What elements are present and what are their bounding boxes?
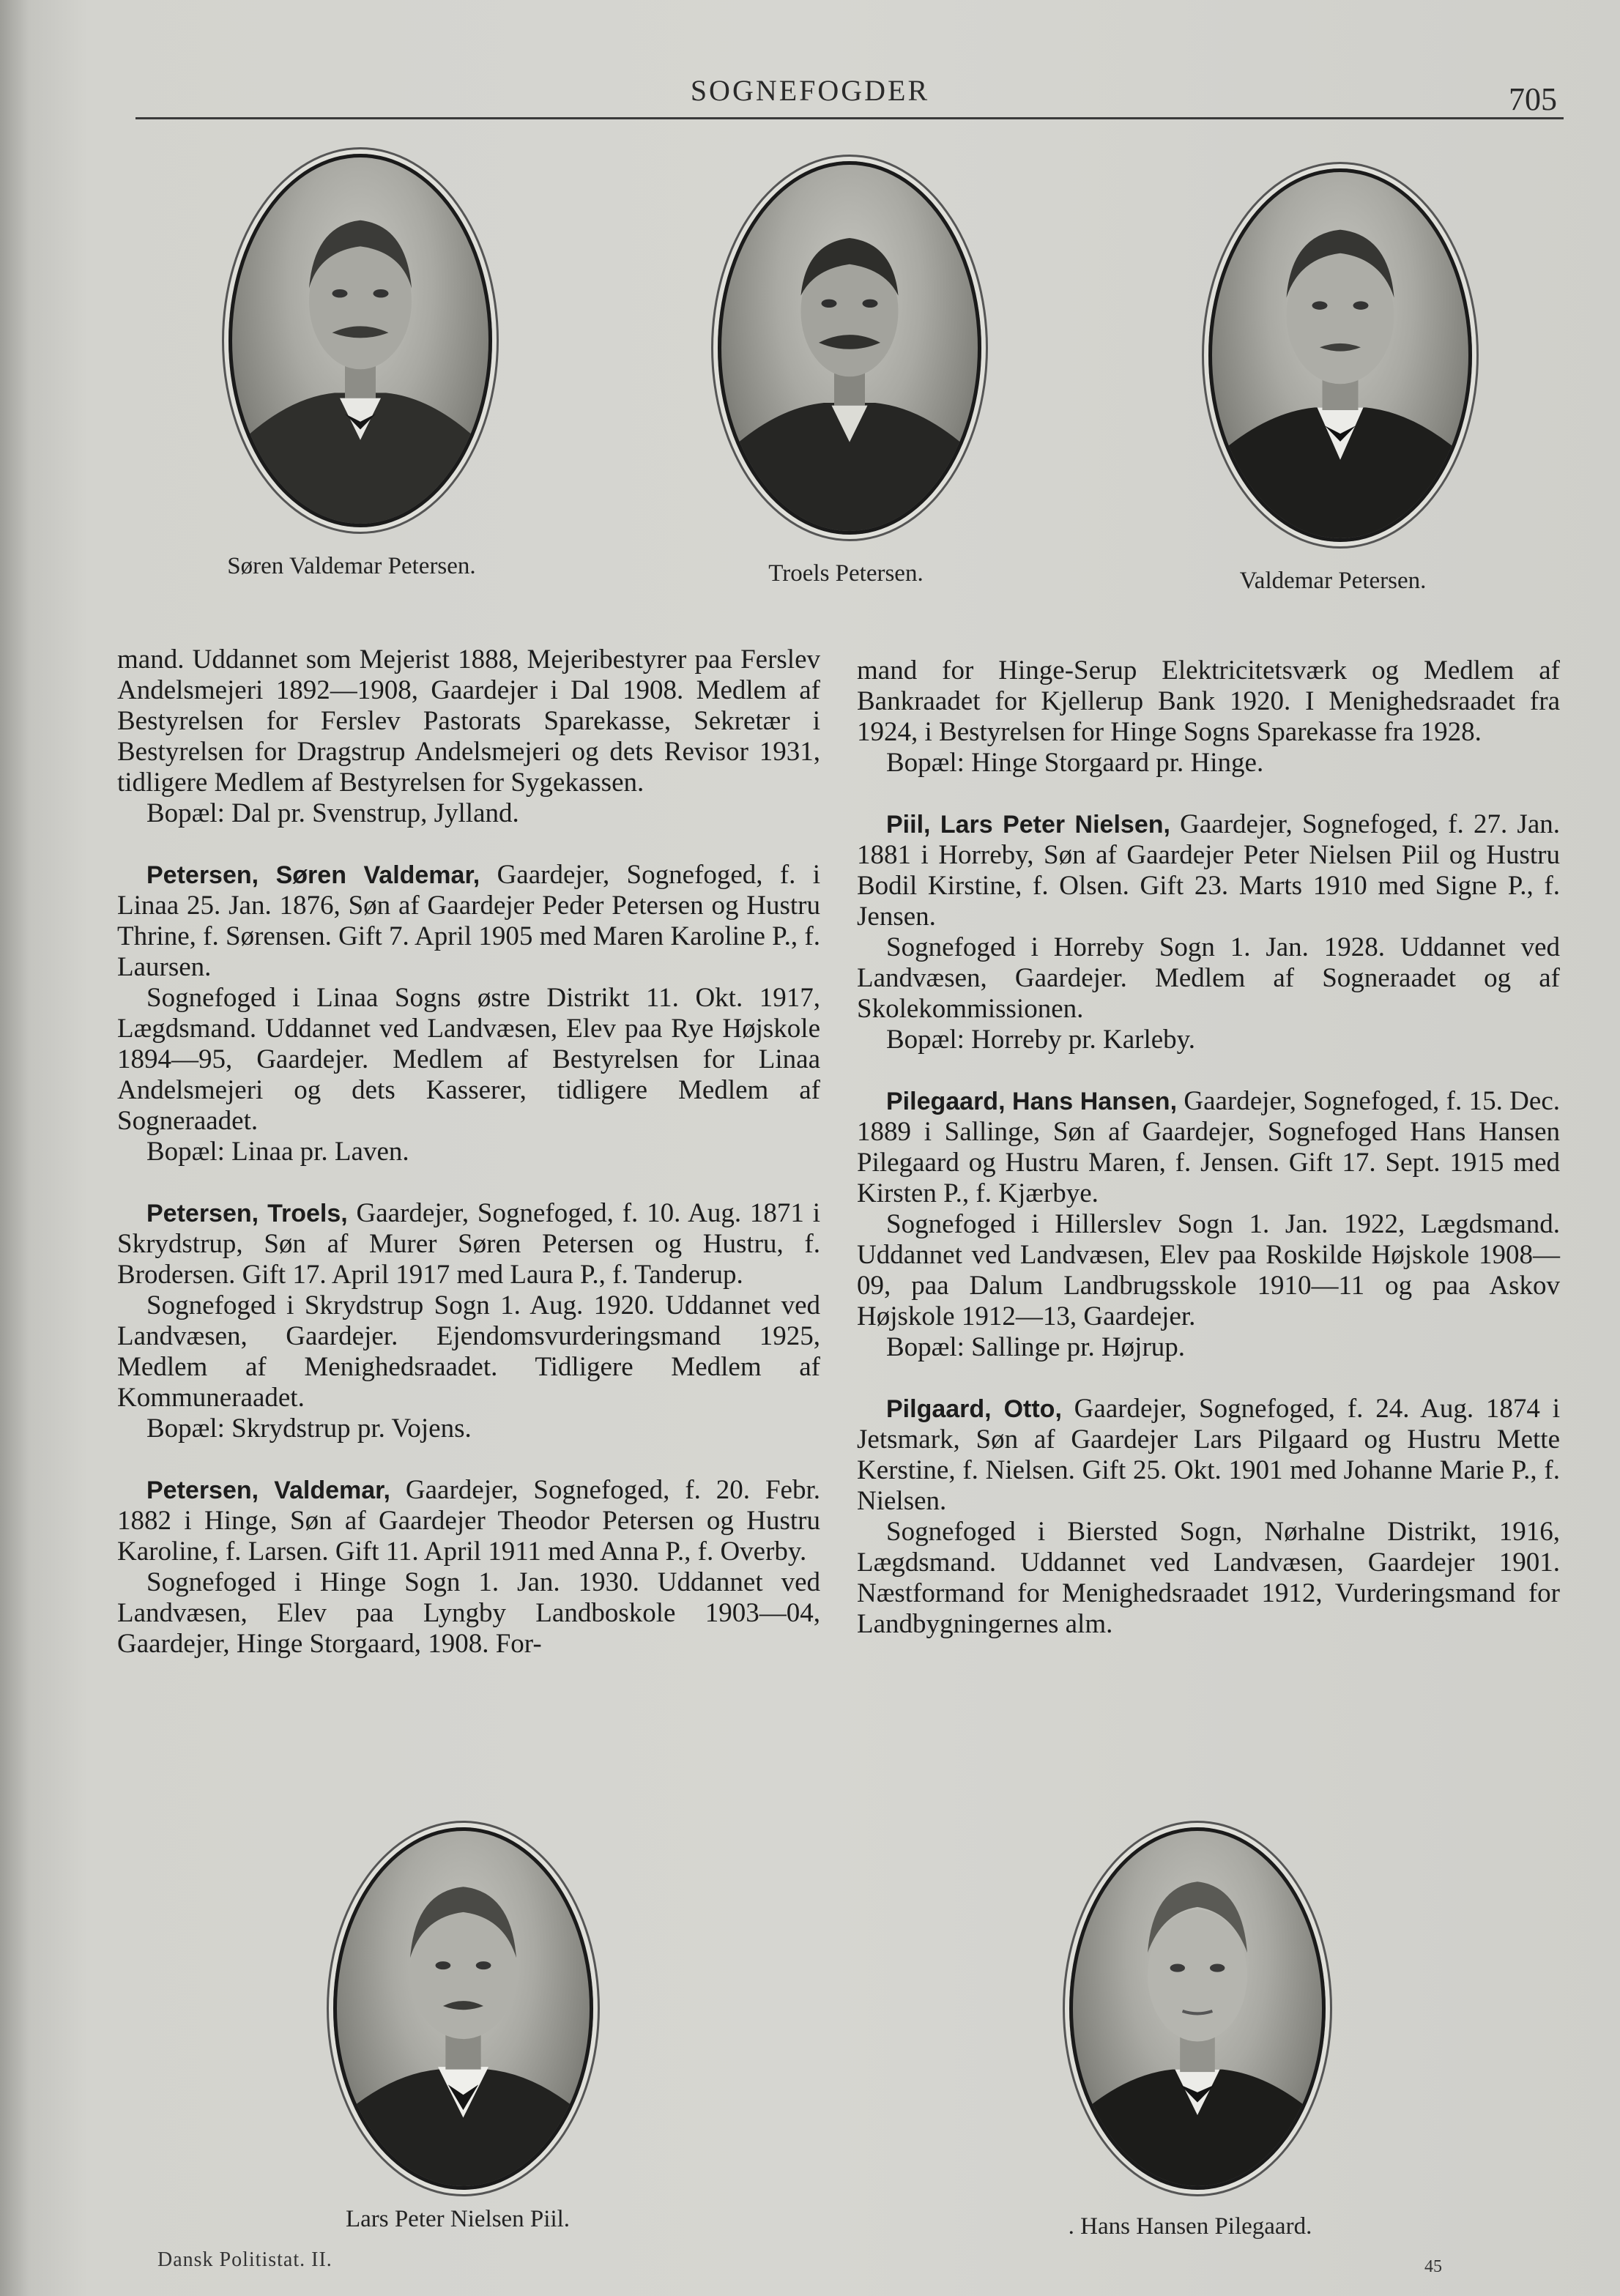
entry-intro: Gaardejer, Sognefoged, f. 24. Aug. 1874 i Jetsmark, Søn af Gaardejer Lars Pilgaard og Hustru Mette Kerstine, f. Nielsen. Gift 25. Okt. 1901 med Johanne Marie P., f. Nielsen. [857,1394,1560,1516]
entry-intro: Gaardejer, Sognefoged, f. i Linaa 25. Jan. 1876, Søn af Gaardejer Peder Petersen og Hustru Thrine, f. Sørensen. Gift 7. April 1905 med Maren Karoline P., f. Laursen. [117,860,821,982]
portrait-caption: Søren Valdemar Petersen. [227,553,476,579]
portrait-figure-icon [1212,172,1468,538]
biography-entry [857,809,1560,932]
portrait-caption: Valdemar Petersen. [1239,568,1427,594]
entry-name: Petersen, Valdemar, [146,1476,390,1504]
residence-line: Bopæl: Sallinge pr. Højrup. [886,1332,1186,1362]
left-text-column [117,644,820,1660]
entry-intro: Gaardejer, Sognefoged, f. 15. Dec. 1889 i Sallinge, Søn af Gaardejer, Sognefoged Hans Hansen Pilegaard og Hustru Maren, f. Jensen. Gift 17. Sept. 1915 med Kirsten P., f. Kjærbye. [857,1086,1560,1208]
continued-paragraph: mand for Hinge-Serup Elektricitetsværk og Medlem af Bankraadet for Kjellerup Bank 1920. I Menighedsraadet fra 1924, i Bestyrelsen for Hinge Sogns Sparekasse fra 1928. [857,655,1560,747]
portrait-figure-icon [1073,1831,1322,2186]
footer-signature-number: 45 [1424,2257,1442,2276]
portrait-photo-hans-hansen-pilegaard [1069,1827,1326,2190]
entry-body: Sognefoged i Hillerslev Sogn 1. Jan. 1922, Lægdsmand. Uddannet ved Landvæsen, Elev paa Roskilde Højskole 1908—09, paa Dalum Landbrugsskole 1910—11 og paa Askov Højskole 1912—13, Gaardejer. [857,1209,1560,1331]
portrait-photo-lars-peter-nielsen-piil [333,1827,593,2190]
biography-entry [857,1394,1560,1517]
header-rule [135,117,1564,119]
entry-name: Petersen, Søren Valdemar, [146,861,480,889]
portrait-caption: . Hans Hansen Pilegaard. [1068,2213,1312,2240]
portrait-photo-valdemar-petersen [1208,168,1472,542]
entry-body: Sognefoged i Horreby Sogn 1. Jan. 1928. Uddannet ved Landvæsen, Gaardejer. Medlem af Sogneraadet og af Skolekommissionen. [857,932,1560,1024]
entry-name: Pilegaard, Hans Hansen, [886,1088,1178,1115]
running-header: SOGNEFOGDER [690,74,930,107]
entry-intro: Gaardejer, Sognefoged, f. 10. Aug. 1871 i Skrydstrup, Søn af Murer Søren Petersen og Hustru, f. Brodersen. Gift 17. April 1917 med Laura P., f. Tanderup. [117,1198,821,1290]
biography-entry [117,860,820,983]
entry-body: Sognefoged i Skrydstrup Sogn 1. Aug. 1920. Uddannet ved Landvæsen, Gaardejer. Ejendomsvurderingsmand 1925, Medlem af Menighedsraadet. Tidligere Medlem af Kommuneraadet. [117,1290,820,1413]
portrait-figure-icon [337,1831,590,2186]
entry-body: Sognefoged i Linaa Sogns østre Distrikt 11. Okt. 1917, Lægdsmand. Uddannet ved Landvæsen, Elev paa Rye Højskole 1894—95, Gaardejer. Medlem af Bestyrelsen for Linaa Andelsmejeri og dets Kasserer, tidligere Medlem af Sogneraadet. [117,983,820,1136]
footer-publication: Dansk Politistat. II. [157,2248,332,2271]
biography-entry [117,1475,820,1567]
entry-name: Petersen, Troels, [146,1200,348,1227]
biography-entry [857,1086,1560,1209]
entry-body: Sognefoged i Biersted Sogn, Nørhalne Distrikt, 1916, Lægdsmand. Uddannet ved Landvæsen, Gaardejer 1901. Næstformand for Menighedsraadet 1912, Vurderingsmand for Landbygningernes alm. [857,1517,1560,1639]
residence-line: Bopæl: Dal pr. Svenstrup, Jylland. [146,798,519,828]
portrait-photo-troels-petersen [718,161,981,535]
portrait-caption: Lars Peter Nielsen Piil. [345,2206,571,2232]
residence-line: Bopæl: Linaa pr. Laven. [146,1137,409,1167]
entry-intro: Gaardejer, Sognefoged, f. 27. Jan. 1881 i Horreby, Søn af Gaardejer Peter Nielsen Piil og Hustru Bodil Kirstine, f. Olsen. Gift 23. Marts 1910 med Signe P., f. Jensen. [857,809,1560,932]
entry-body: Sognefoged i Hinge Sogn 1. Jan. 1930. Uddannet ved Landvæsen, Elev paa Lyngby Landboskole 1903—04, Gaardejer, Hinge Storgaard, 1908. For- [117,1567,820,1659]
biography-entry [117,1198,820,1290]
right-text-column [857,655,1560,1640]
continued-paragraph: mand. Uddannet som Mejerist 1888, Mejeribestyrer paa Ferslev Andelsmejeri 1892—1908, Gaardejer i Dal 1908. Medlem af Bestyrelsen for Ferslev Pastorats Sparekasse, Sekretær i Bestyrelsen for Dragstrup Andelsmejeri og dets Revisor 1931, tidligere Medlem af Bestyrelsen for Sygekassen. [117,644,820,798]
portrait-figure-icon [232,157,488,524]
page-number: 705 [1509,81,1557,117]
residence-line: Bopæl: Hinge Storgaard pr. Hinge. [886,748,1264,778]
residence-line: Bopæl: Horreby pr. Karleby. [886,1025,1195,1055]
entry-name: Pilgaard, Otto, [886,1395,1062,1423]
residence-line: Bopæl: Skrydstrup pr. Vojens. [146,1413,472,1444]
portrait-photo-soren-valdemar-petersen [228,154,492,527]
portrait-figure-icon [721,165,978,531]
entry-intro: Gaardejer, Sognefoged, f. 20. Febr. 1882 i Hinge, Søn af Gaardejer Theodor Petersen og Hustru Karoline, f. Larsen. Gift 11. April 1911 med Anna P., f. Overby. [117,1475,820,1567]
entry-name: Piil, Lars Peter Nielsen, [886,811,1170,839]
portrait-caption: Troels Petersen. [768,560,924,587]
